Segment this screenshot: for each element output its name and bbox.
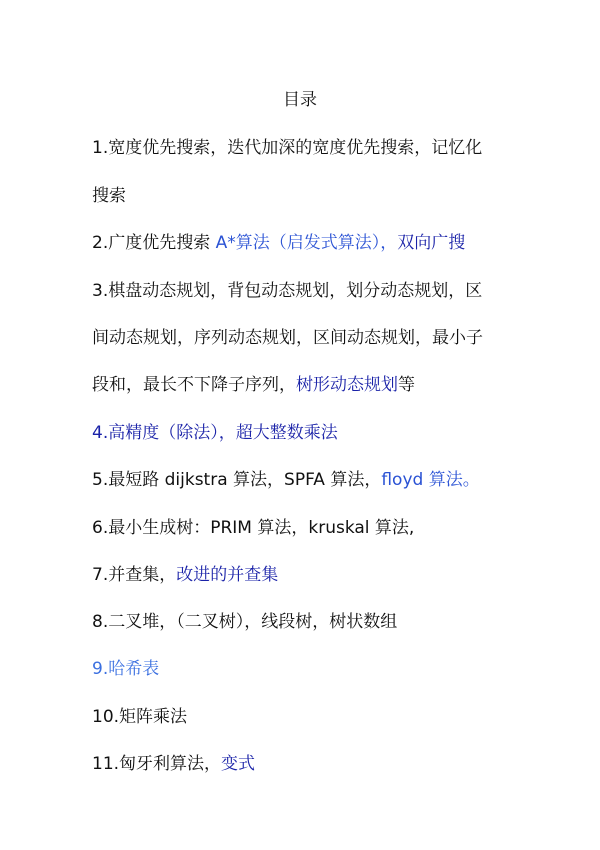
item-1-text-a: 1.宽度优先搜索，迭代加深的宽度优先搜索，记忆化 [92,138,483,158]
item-2-link-bidirectional[interactable]: 双向广搜 [397,233,466,253]
list-item-3-line-3 [92,373,415,397]
item-2-text: 2.广度优先搜索 [92,233,216,253]
list-item-1-line-2 [92,184,126,208]
list-item-11 [92,752,255,776]
item-11-link-variant[interactable]: 变式 [221,754,256,774]
item-11-text: 11.匈牙利算法， [92,754,222,774]
list-item-10 [92,705,187,729]
item-2-link-astar[interactable]: A*算法（启发式算法）， [215,233,398,253]
list-item-2 [92,231,465,255]
item-9-link-hash-table[interactable]: 9.哈希表 [92,659,160,679]
list-item-7 [92,563,278,587]
list-item-5 [92,468,480,492]
item-5-text: 5.最短路 dijkstra 算法，SPFA 算法， [92,470,382,490]
item-3-text-c: 段和，最长不下降子序列， [92,375,296,395]
item-7-text: 7.并查集， [92,565,177,585]
item-7-link-improved-union-find[interactable]: 改进的并查集 [176,565,279,585]
item-3-text-a: 3.棋盘动态规划，背包动态规划，划分动态规划，区 [92,281,483,301]
list-item-1-line-1 [92,136,482,160]
item-3-text-end: 等 [398,375,415,395]
item-8-text: 8.二叉堆，（二叉树），线段树，树状数组 [92,612,398,632]
list-item-8 [92,610,397,634]
list-item-4 [92,421,338,445]
list-item-3-line-2 [92,326,483,350]
item-3-text-b: 间动态规划，序列动态规划，区间动态规划，最小子 [92,328,483,348]
list-item-6 [92,516,414,540]
item-6-text: 6.最小生成树：PRIM 算法，kruskal 算法, [92,518,415,538]
page-title: 目录 [283,90,317,110]
list-item-3-line-1 [92,279,482,303]
item-10-text: 10.矩阵乘法 [92,707,188,727]
list-item-9 [92,657,159,681]
item-3-link-tree-dp[interactable]: 树形动态规划 [296,375,398,395]
item-4-link[interactable]: 4.高精度（除法），超大整数乘法 [92,423,338,443]
item-5-link-floyd[interactable]: floyd 算法。 [381,470,480,490]
item-1-text-b: 搜索 [92,186,126,206]
